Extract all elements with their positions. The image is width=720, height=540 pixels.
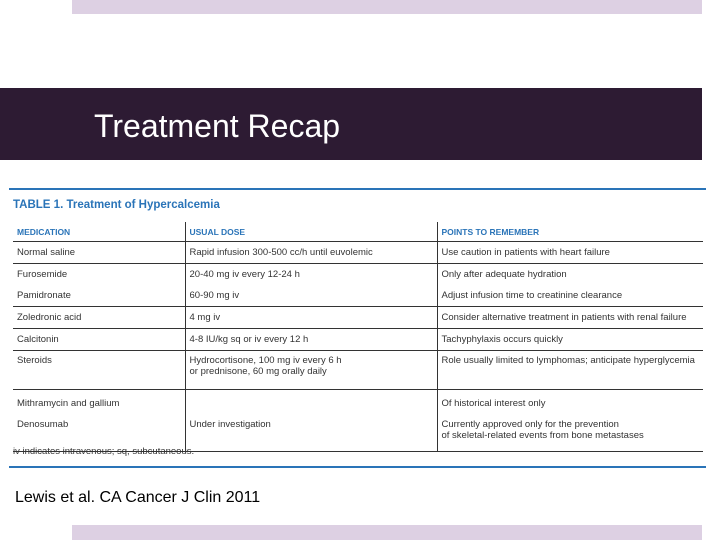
medication-cell: Furosemide [13,264,185,286]
dose-cell [185,351,437,390]
points-cell: Consider alternative treatment in patients with renal failure [437,307,703,329]
top-accent-bar [72,0,702,14]
medication-cell: Denosumab [13,416,185,452]
table-row [13,307,703,329]
medication-cell: Normal saline [13,242,185,264]
medication-cell: Zoledronic acid [13,307,185,329]
dose-cell: 60-90 mg iv [185,285,437,307]
table-footnote: iv indicates intravenous; sq, subcutaneous. [13,446,195,457]
dose-line: or prednisone, 60 mg orally daily [189,366,327,377]
header-medication: MEDICATION [13,222,185,242]
points-line: Currently approved only for the prevention [441,419,619,430]
table-caption: TABLE 1. Treatment of Hypercalcemia [13,199,220,211]
points-cell: Of historical interest only [441,397,546,409]
dose-cell: 4-8 IU/kg sq or iv every 12 h [185,329,437,351]
dose-line: Hydrocortisone, 100 mg iv every 6 h [189,355,342,366]
table-figure [9,188,706,468]
points-cell: Use caution in patients with heart failure [437,242,703,264]
table-row [13,351,703,390]
medication-cell: Steroids [13,351,185,390]
points-cell [437,416,703,452]
table-row [13,390,703,417]
slide-title: Treatment Recap [94,108,341,144]
header-points-to-remember: POINTS TO REMEMBER [437,222,703,242]
points-cell: Adjust infusion time to creatinine clearance [437,285,703,307]
citation: Lewis et al. CA Cancer J Clin 2011 [15,489,261,506]
table-row [13,264,703,286]
points-cell: Tachyphylaxis occurs quickly [437,329,703,351]
table-header-row [13,222,703,242]
points-cell: Role usually limited to lymphomas; anticipate hyperglycemia [437,351,703,390]
points-cell: Only after adequate hydration [441,269,567,280]
header-usual-dose: USUAL DOSE [185,222,437,242]
dose-cell: 4 mg iv [185,307,437,329]
treatment-table [13,222,703,452]
dose-cell: Under investigation [185,416,437,452]
dose-cell [185,390,437,417]
medication-cell: Pamidronate [13,285,185,307]
points-line: of skeletal-related events from bone metastases [441,430,644,441]
bottom-accent-bar [72,525,702,540]
table-row [13,242,703,264]
table-row [13,285,703,307]
medication-cell: Mithramycin and gallium [13,390,185,417]
medication-cell: Calcitonin [13,329,185,351]
dose-cell: Rapid infusion 300-500 cc/h until euvolemic [185,242,437,264]
table-row [13,329,703,351]
dose-cell: 20-40 mg iv every 12-24 h [185,264,437,286]
